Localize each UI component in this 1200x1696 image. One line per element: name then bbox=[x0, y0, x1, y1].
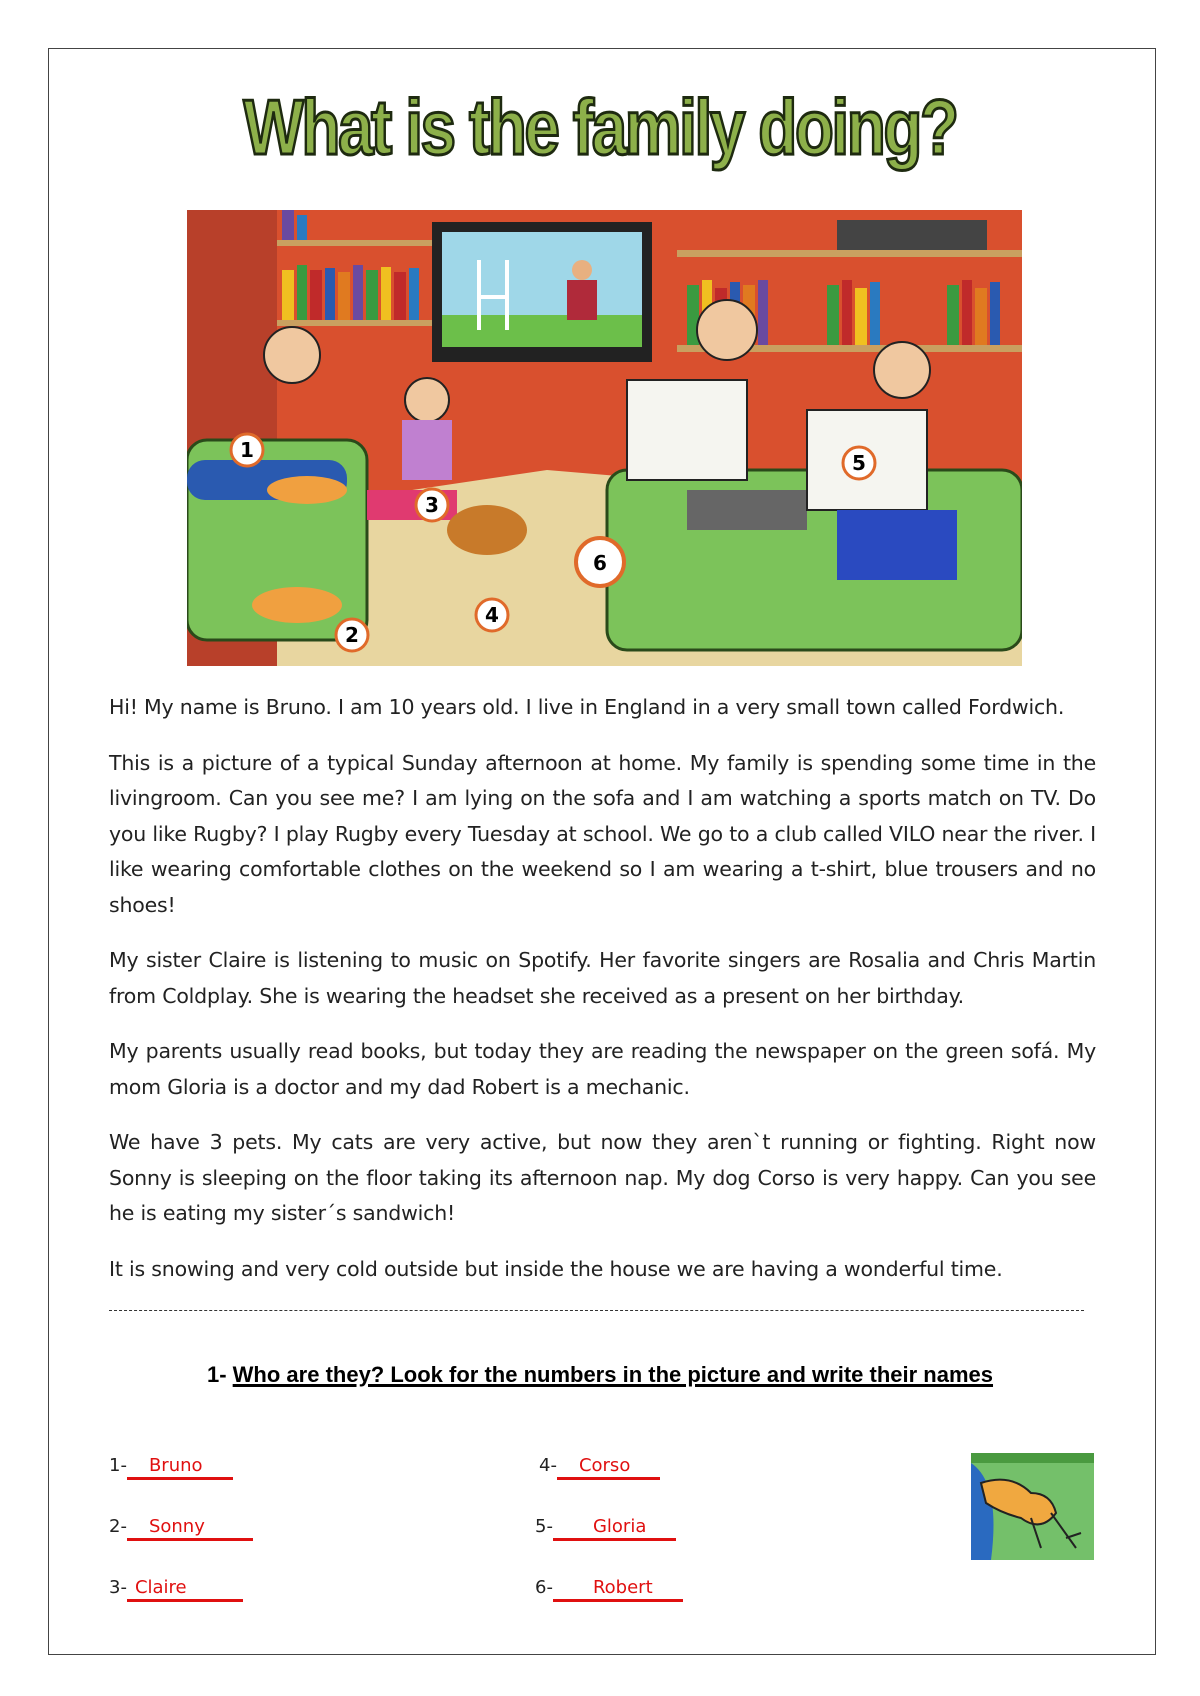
answer-label: 6- bbox=[535, 1577, 553, 1598]
marker-3 bbox=[416, 489, 448, 521]
answer-6 bbox=[535, 1577, 683, 1602]
answer-5 bbox=[535, 1516, 676, 1541]
paragraph-claire: My sister Claire is listening to music on Spotify. Her favorite singers are Rosalia and Chris Martin from Coldplay. She is wearing the headset she received as a present on her birthday. bbox=[109, 948, 1096, 1008]
worksheet-title: What is the family doing? bbox=[243, 83, 957, 171]
exercise-number: 1- bbox=[206, 1362, 227, 1387]
svg-text:5: 5 bbox=[852, 451, 866, 475]
answer-field[interactable]: Gloria bbox=[553, 1516, 676, 1541]
paragraph-parents: My parents usually read books, but today they are reading the newspaper on the green sofá. My mom Gloria is a doctor and my dad Robert is a mechanic. bbox=[109, 1039, 1096, 1099]
marker-2 bbox=[336, 619, 368, 651]
answer-4 bbox=[539, 1455, 660, 1480]
exercise-heading bbox=[0, 1362, 1200, 1388]
paragraph-closing: It is snowing and very cold outside but inside the house we are having a wonderful time. bbox=[109, 1256, 1003, 1281]
paragraph-intro: Hi! My name is Bruno. I am 10 years old. I live in England in a very small town called Fordwich. bbox=[109, 695, 1065, 719]
answer-label: 2- bbox=[109, 1516, 127, 1537]
marker-5 bbox=[843, 447, 875, 479]
svg-text:1: 1 bbox=[240, 438, 254, 462]
answer-2 bbox=[109, 1516, 253, 1541]
answer-label: 3- bbox=[109, 1577, 127, 1598]
answer-label: 1- bbox=[109, 1455, 127, 1476]
answer-field[interactable]: Corso bbox=[557, 1455, 660, 1480]
answer-field[interactable]: Claire bbox=[127, 1577, 243, 1602]
marker-4 bbox=[476, 599, 508, 631]
tv bbox=[432, 222, 652, 362]
exercise-instruction: Who are they? Look for the numbers in the picture and write their names bbox=[232, 1362, 994, 1387]
dashed-divider bbox=[109, 1310, 1084, 1311]
paragraph-pets: We have 3 pets. My cats are very active, but now they aren`t running or fighting. Right now Sonny is sleeping on the floor taking its afternoon nap. My dog Corso is very happy. Can you see he is eating my sister´s sandwich! bbox=[109, 1130, 1096, 1225]
answer-label: 4- bbox=[539, 1455, 557, 1476]
answer-1 bbox=[109, 1455, 233, 1480]
paragraph-bruno: This is a picture of a typical Sunday afternoon at home. My family is spending some time in the livingroom. Can you see me? I am lying on the sofa and I am watching a sports match on TV. Do you like Rugby? I play Rugby every Tuesday at school. We go to a club called VILO near the river. I like wearing comfortable clothes on the weekend so I am wearing a t-shirt, blue trousers and no shoes! bbox=[109, 750, 1096, 917]
answer-label: 5- bbox=[535, 1516, 553, 1537]
story-text bbox=[109, 690, 1096, 1307]
family-living-room-illustration bbox=[187, 210, 1022, 666]
marker-6 bbox=[576, 538, 624, 586]
svg-text:6: 6 bbox=[593, 551, 607, 575]
cat-thumbnail-image bbox=[971, 1453, 1094, 1560]
answer-3 bbox=[109, 1577, 243, 1602]
marker-1 bbox=[231, 434, 263, 466]
answer-field[interactable]: Robert bbox=[553, 1577, 683, 1602]
answer-field[interactable]: Sonny bbox=[127, 1516, 253, 1541]
svg-text:3: 3 bbox=[425, 493, 439, 517]
svg-text:4: 4 bbox=[485, 603, 499, 627]
svg-text:2: 2 bbox=[345, 623, 359, 647]
answer-field[interactable]: Bruno bbox=[127, 1455, 233, 1480]
